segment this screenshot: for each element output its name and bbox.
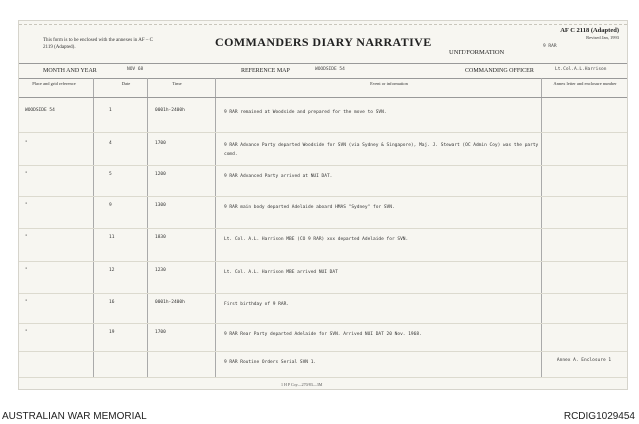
time-cell: 1300 [155,203,166,208]
event-cell: Lt. Col. A.L. Harrison MBE (CO 9 RAR) xxx departed Adelaide for SVN. [224,237,409,242]
date-cell: 16 [109,300,115,305]
date-cell: 1 [109,108,112,113]
date-cell: 5 [109,172,112,177]
event-cell: 9 RAR Routine Orders Serial SVN 1. [224,360,317,365]
time-cell: 1200 [155,172,166,177]
date-cell: 4 [109,141,112,146]
map-label: REFERENCE MAP [241,68,290,74]
date-cell: 9 [109,203,112,208]
time-cell: 1700 [155,141,166,146]
place-cell: " [25,235,28,240]
unit-label: UNIT/FORMATION [449,49,505,56]
time-cell: 0001h-2400h [155,300,185,305]
place-cell: " [25,268,28,273]
archive-id: RCDIG1029454 [563,411,635,422]
table-row [19,101,627,133]
table-row [19,165,627,197]
archive-name: AUSTRALIAN WAR MEMORIAL [2,411,147,422]
table-row [19,323,627,352]
place-cell: " [25,141,28,146]
revised-date: Revised Jan, 1993 [586,35,619,40]
header-divider [19,97,627,98]
annex-cell: Annex A. Enclosure 1 [556,358,612,363]
event-cell: 9 RAR Rear Party departed Adelaide for SVN. Arrived NUI DAT 20 Nov. 1968. [224,332,422,337]
month-year-label: MONTH AND YEAR [43,68,97,74]
table-row [19,134,627,166]
unit-value: 9 RAR [543,44,557,49]
printer-imprint: 1 H P Coy—270/83—3M [281,382,323,387]
col-annex: Annex letter and enclosure number [553,81,617,86]
form-title: COMMANDERS DIARY NARRATIVE [215,35,432,49]
co-label: COMMANDING OFFICER [465,68,534,74]
map-value: WOODSIDE 54 [315,67,345,72]
table-row [19,228,627,262]
date-cell: 12 [109,268,115,273]
form-note: This form is to be enclosed with the annexes in AF – C 2119 (Adapted). [43,38,153,50]
event-cell: 9 RAR Advance Party departed Woodside for SVN (via Sydney & Singapore), Maj. J. Stewart (OC Admin Coy) was the party comd. [224,143,539,157]
event-cell: First birthday of 9 RAR. [224,302,290,307]
header-label-row [19,63,627,79]
co-value: Lt.Col.A.L.Harrison [555,67,607,72]
time-cell: 1830 [155,235,166,240]
place-cell: " [25,172,28,177]
event-cell: 9 RAR Advanced Party arrived at NUI DAT. [224,174,333,179]
perforation-line [19,24,627,25]
place-cell: " [25,203,28,208]
event-cell: 9 RAR main body departed Adelaide aboard HMAS "Sydney" for SVN. [224,205,395,210]
time-cell: 0001h-2400h [155,108,185,113]
time-cell: 1230 [155,268,166,273]
place-cell: WOODSIDE 54 [25,108,55,113]
af-number: AF C 2118 (Adapted) [560,27,619,34]
col-event: Event or information [370,81,408,86]
place-cell: " [25,330,28,335]
date-cell: 19 [109,330,115,335]
place-cell: " [25,300,28,305]
table-row [19,293,627,324]
time-cell: 1700 [155,330,166,335]
diary-form [18,20,628,390]
col-time: Time [172,81,182,86]
col-place: Place and grid reference [32,81,76,86]
col-date: Date [121,81,131,86]
table-row [19,196,627,229]
event-cell: 9 RAR remained at Woodside and prepared for the move to SVN. [224,110,387,115]
date-cell: 11 [109,235,115,240]
month-year-value: NOV 68 [127,67,144,72]
table-row [19,351,627,378]
table-row [19,261,627,294]
event-cell: Lt. Col. A.L. Harrison MBE arrived NUI DAT [224,270,338,275]
